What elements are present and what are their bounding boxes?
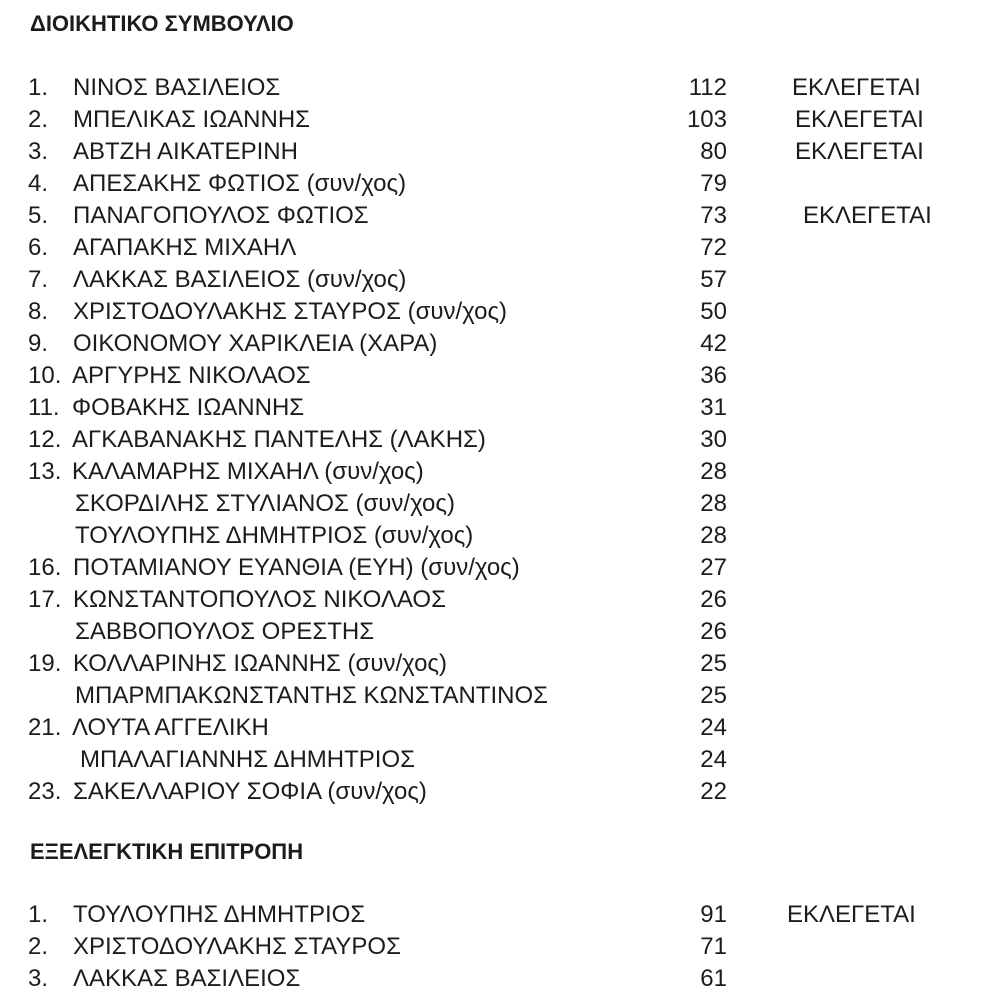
candidate-name: ΜΠΑΡΜΠΑΚΩΝΣΤΑΝΤΗΣ ΚΩΝΣΤΑΝΤΙΝΟΣ <box>75 682 549 709</box>
candidate-name: ΑΓΚΑΒΑΝΑΚΗΣ ΠΑΝΤΕΛΗΣ (ΛΑΚΗΣ) <box>72 426 486 453</box>
row-number: 2. <box>28 933 49 960</box>
row-number: 3. <box>28 965 49 992</box>
elected-status: ΕΚΛΕΓΕΤΑΙ <box>803 202 932 229</box>
board-row <box>0 136 1000 168</box>
candidate-name: ΛΑΚΚΑΣ ΒΑΣΙΛΕΙΟΣ <box>73 965 301 992</box>
candidate-name: ΜΠΕΛΙΚΑΣ ΙΩΑΝΝΗΣ <box>73 106 310 133</box>
board-row <box>0 552 1000 584</box>
row-number: 7. <box>28 266 49 293</box>
candidate-name: ΑΠΕΣΑΚΗΣ ΦΩΤΙΟΣ (συν/χος) <box>73 170 407 197</box>
candidate-name: ΤΟΥΛΟΥΠΗΣ ΔΗΜΗΤΡΙΟΣ (συν/χος) <box>75 522 474 549</box>
vote-count: 73 <box>700 202 727 229</box>
board-row <box>0 392 1000 424</box>
board-row <box>0 360 1000 392</box>
audit-row <box>0 931 1000 963</box>
elected-status: ΕΚΛΕΓΕΤΑΙ <box>795 106 924 133</box>
row-number: 2. <box>28 106 49 133</box>
row-number: 8. <box>28 298 49 325</box>
candidate-name: ΠΟΤΑΜΙΑΝΟΥ ΕΥΑΝΘΙΑ (ΕΥΗ) (συν/χος) <box>73 554 520 581</box>
vote-count: 103 <box>686 106 727 133</box>
candidate-name: ΑΓΑΠΑΚΗΣ ΜΙΧΑΗΛ <box>73 234 297 261</box>
board-row <box>0 520 1000 552</box>
candidate-name: ΦΟΒΑΚΗΣ ΙΩΑΝΝΗΣ <box>72 394 305 421</box>
vote-count: 31 <box>700 394 727 421</box>
audit-section-title: ΕΞΕΛΕΓΚΤΙΚΗ ΕΠΙΤΡΟΠΗ <box>30 839 304 864</box>
candidate-name: ΣΚΟΡΔΙΛΗΣ ΣΤΥΛΙΑΝΟΣ (συν/χος) <box>75 490 455 517</box>
row-number: 5. <box>28 202 49 229</box>
vote-count: 27 <box>700 554 727 581</box>
board-row <box>0 168 1000 200</box>
vote-count: 50 <box>700 298 727 325</box>
vote-count: 36 <box>700 362 727 389</box>
vote-count: 80 <box>700 138 727 165</box>
vote-count: 57 <box>700 266 727 293</box>
candidate-name: ΚΟΛΛΑΡΙΝΗΣ ΙΩΑΝΝΗΣ (συν/χος) <box>73 650 447 677</box>
vote-count: 22 <box>700 778 727 805</box>
elected-status: ΕΚΛΕΓΕΤΑΙ <box>787 901 916 928</box>
row-number: 4. <box>28 170 49 197</box>
candidate-name: ΧΡΙΣΤΟΔΟΥΛΑΚΗΣ ΣΤΑΥΡΟΣ (συν/χος) <box>73 298 508 325</box>
board-row <box>0 424 1000 456</box>
vote-count: 24 <box>700 746 727 773</box>
vote-count: 112 <box>688 74 727 101</box>
vote-count: 26 <box>700 586 727 613</box>
board-row <box>0 584 1000 616</box>
row-number: 23. <box>28 778 62 805</box>
candidate-name: ΧΡΙΣΤΟΔΟΥΛΑΚΗΣ ΣΤΑΥΡΟΣ <box>73 933 401 960</box>
board-row <box>0 680 1000 712</box>
candidate-name: ΣΑΚΕΛΛΑΡΙΟΥ ΣΟΦΙΑ (συν/χος) <box>73 778 427 805</box>
elected-status: ΕΚΛΕΓΕΤΑΙ <box>795 138 924 165</box>
vote-count: 28 <box>700 458 727 485</box>
audit-row <box>0 899 1000 931</box>
row-number: 16. <box>28 554 62 581</box>
board-row <box>0 328 1000 360</box>
row-number: 1. <box>28 74 49 101</box>
row-number: 12. <box>28 426 62 453</box>
candidate-name: ΣΑΒΒΟΠΟΥΛΟΣ ΟΡΕΣΤΗΣ <box>75 618 375 645</box>
candidate-name: ΟΙΚΟΝΟΜΟΥ ΧΑΡΙΚΛΕΙΑ (ΧΑΡΑ) <box>73 330 438 357</box>
board-row <box>0 200 1000 232</box>
board-row <box>0 616 1000 648</box>
board-row <box>0 232 1000 264</box>
vote-count: 25 <box>700 682 727 709</box>
candidate-name: ΚΑΛΑΜΑΡΗΣ ΜΙΧΑΗΛ (συν/χος) <box>72 458 424 485</box>
candidate-name: ΚΩΝΣΤΑΝΤΟΠΟΥΛΟΣ ΝΙΚΟΛΑΟΣ <box>73 586 446 613</box>
row-number: 10. <box>28 362 62 389</box>
candidate-name: ΠΑΝΑΓΟΠΟΥΛΟΣ ΦΩΤΙΟΣ <box>73 202 369 229</box>
candidate-name: ΝΙΝΟΣ ΒΑΣΙΛΕΙΟΣ <box>73 74 281 101</box>
elected-status: ΕΚΛΕΓΕΤΑΙ <box>792 74 921 101</box>
row-number: 21. <box>28 714 62 741</box>
row-number: 11. <box>28 394 60 421</box>
row-number: 6. <box>28 234 49 261</box>
candidate-name: ΑΡΓΥΡΗΣ ΝΙΚΟΛΑΟΣ <box>72 362 311 389</box>
candidate-name: ΛΟΥΤΑ ΑΓΓΕΛΙΚΗ <box>72 714 269 741</box>
row-number: 17. <box>28 586 62 613</box>
vote-count: 71 <box>700 933 727 960</box>
board-section-title: ΔΙΟΙΚΗΤΙΚΟ ΣΥΜΒΟΥΛΙΟ <box>30 11 294 36</box>
board-row <box>0 264 1000 296</box>
vote-count: 25 <box>700 650 727 677</box>
vote-count: 61 <box>700 965 727 992</box>
vote-count: 30 <box>700 426 727 453</box>
board-row <box>0 72 1000 104</box>
board-row <box>0 744 1000 776</box>
board-row <box>0 104 1000 136</box>
vote-count: 24 <box>700 714 727 741</box>
vote-count: 28 <box>700 522 727 549</box>
board-row <box>0 648 1000 680</box>
row-number: 9. <box>28 330 49 357</box>
row-number: 3. <box>28 138 49 165</box>
row-number: 13. <box>28 458 62 485</box>
vote-count: 26 <box>700 618 727 645</box>
board-row <box>0 296 1000 328</box>
board-row <box>0 456 1000 488</box>
vote-count: 79 <box>700 170 727 197</box>
candidate-name: ΑΒΤΖΗ ΑΙΚΑΤΕΡΙΝΗ <box>73 138 298 165</box>
vote-count: 28 <box>700 490 727 517</box>
board-row <box>0 712 1000 744</box>
vote-count: 72 <box>700 234 727 261</box>
board-row <box>0 488 1000 520</box>
candidate-name: ΤΟΥΛΟΥΠΗΣ ΔΗΜΗΤΡΙΟΣ <box>73 901 366 928</box>
candidate-name: ΛΑΚΚΑΣ ΒΑΣΙΛΕΙΟΣ (συν/χος) <box>73 266 407 293</box>
row-number: 19. <box>28 650 62 677</box>
vote-count: 91 <box>700 901 727 928</box>
row-number: 1. <box>28 901 49 928</box>
board-row <box>0 776 1000 808</box>
vote-count: 42 <box>700 330 727 357</box>
audit-row <box>0 963 1000 995</box>
candidate-name: ΜΠΑΛΑΓΙΑΝΝΗΣ ΔΗΜΗΤΡΙΟΣ <box>80 746 415 773</box>
